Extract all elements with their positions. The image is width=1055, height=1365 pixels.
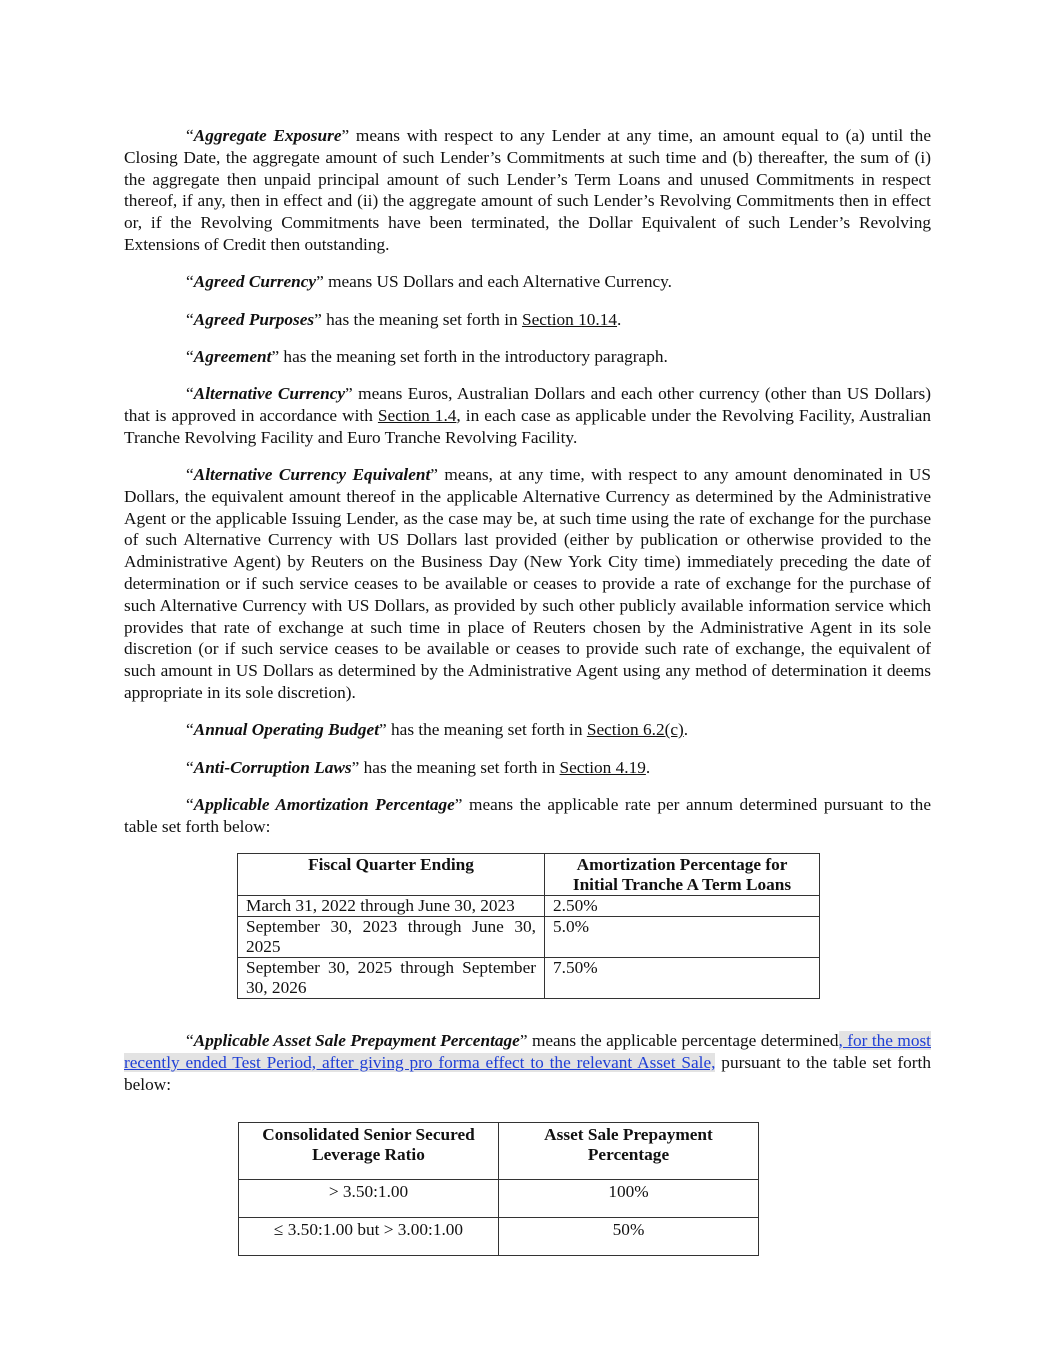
section-reference-link[interactable]: Section 6.2(c) — [586, 720, 684, 740]
section-reference-link[interactable]: Section 1.4 — [377, 405, 457, 425]
text-run: pursuant to the table set forth below: — [124, 1052, 931, 1094]
table-cell: 50% — [499, 1218, 759, 1256]
definition-paragraph — [124, 346, 931, 368]
definition-text — [279, 347, 668, 366]
text-run: means Euros, Australian Dollars and each other currency (other than US Dollars) that is approved in accordance with — [124, 384, 931, 425]
quote-close: ” — [341, 126, 350, 145]
definition-paragraph — [124, 464, 931, 704]
table-row — [239, 1218, 759, 1256]
defined-term: Applicable Amortization Percentage — [193, 794, 455, 814]
table-cell: 5.0% — [545, 917, 820, 958]
definition-paragraph — [124, 309, 931, 331]
definition-text — [387, 720, 688, 739]
quote-close: ” — [271, 346, 280, 366]
quote-open: “ — [186, 757, 194, 777]
table-cell: 7.50% — [545, 958, 820, 999]
quote-close: ” — [379, 720, 387, 740]
quote-open: “ — [186, 720, 194, 740]
defined-term: Anti-Corruption Laws — [193, 757, 352, 777]
table-cell: 100% — [499, 1180, 759, 1218]
text-run: means, at any time, with respect to any amount denominated in US Dollars, the equivalent amount thereof in the applicable Alternative Currency as determined by the Administrative Agent or the applicable Issuing Lender, as the case may be, at such time using the rate of exchange for the purchase of such Alternative Currency with US Dollars last provided (either by publication or otherwise provided to the Administrative Agent) by Reuters on the Business Day (New York City time) immediately preceding the date of determination or if such service ceases to be available or ceases to provide a rate of exchange for the purchase of such Alternative Currency with US Dollars, as provided by such other publicly available information service which provides that rate of exchange at such time in place of Reuters chosen by the Administrative Agent in its sole discretion (or if such service ceases to be available or ceases to provide such rate of exchange, the equivalent of such amount in US Dollars as determined by the Administrative Agent using any method of determination it deems appropriate in its sole discretion). — [124, 465, 931, 703]
inserted-text: , for the most recently ended Test Period, after giving pro forma effect to the relevant Asset Sale, — [124, 1031, 931, 1072]
definition-paragraph — [124, 125, 931, 256]
table-row — [238, 917, 820, 958]
definition-paragraph-asset-sale — [124, 1030, 931, 1095]
table-cell: 2.50% — [545, 896, 820, 917]
column-header: Amortization Percentage for Initial Tranche A Term Loans — [545, 854, 820, 896]
text-run: . — [617, 309, 622, 329]
text-run: means US Dollars and each Alternative Currency. — [323, 272, 672, 292]
text-run: has the meaning set forth in — [359, 757, 560, 777]
table-row — [239, 1180, 759, 1218]
quote-close: ” — [454, 794, 463, 814]
text-run: means with respect to any Lender at any time, an amount equal to (a) until the Closing Date, the aggregate amount of such Lender’s Commitments at such time and (b) thereafter, the sum of (i) the aggregate then unpaid principal amount of such Lender’s Term Loans and unused Commitments in respect thereof, if any, then in effect and (ii) the aggregate amount of such Lender’s Revolving Commitments then in effect or, if the Revolving Commitments have been terminated, the Dollar Equivalent of such Lender’s Revolving Extensions of Credit then outstanding. — [124, 126, 931, 254]
asset-sale-table-header — [239, 1123, 759, 1180]
column-header: Fiscal Quarter Ending — [238, 854, 545, 896]
defined-term: Agreement — [193, 346, 272, 366]
quote-open: “ — [186, 309, 194, 329]
defined-term: Applicable Asset Sale Prepayment Percentage — [193, 1031, 520, 1051]
definition-paragraph — [124, 757, 931, 779]
defined-term: Alternative Currency — [193, 384, 346, 404]
quote-close: ” — [345, 384, 353, 404]
defined-term: Aggregate Exposure — [193, 126, 342, 145]
text-run: means the applicable rate per annum determined pursuant to the table set forth below: — [124, 794, 931, 836]
amortization-table — [237, 853, 820, 999]
section-reference-link[interactable]: Section 10.14 — [521, 309, 618, 329]
definition-paragraph — [124, 719, 931, 741]
amortization-table-header — [238, 854, 820, 896]
definition-paragraph — [124, 383, 931, 448]
quote-close: ” — [519, 1031, 528, 1051]
quote-close: ” — [430, 465, 438, 485]
table-cell: March 31, 2022 through June 30, 2023 — [238, 896, 545, 917]
text-run: . — [683, 720, 689, 740]
defined-term: Annual Operating Budget — [193, 720, 380, 740]
table-cell: September 30, 2023 through June 30, 2025 — [238, 917, 545, 958]
quote-open: “ — [186, 384, 194, 404]
text-run: has the meaning set forth in the introductory paragraph. — [279, 346, 668, 366]
quote-close: ” — [314, 309, 322, 329]
quote-open: “ — [186, 126, 194, 145]
column-header: Consolidated Senior Secured Leverage Ratio — [239, 1123, 499, 1180]
text-run: . — [645, 757, 651, 777]
text-run: has the meaning set forth in — [386, 720, 587, 740]
quote-open: “ — [186, 272, 194, 292]
quote-close: ” — [316, 272, 324, 292]
column-header: Asset Sale Prepayment Percentage — [499, 1123, 759, 1180]
quote-open: “ — [186, 465, 194, 485]
quote-open: “ — [186, 346, 194, 366]
asset-sale-prepayment-table — [238, 1122, 759, 1256]
table-row — [238, 896, 820, 917]
definition-paragraph — [124, 271, 931, 293]
definition-text — [124, 465, 931, 702]
quote-close: ” — [351, 757, 360, 777]
table-cell: ≤ 3.50:1.00 but > 3.00:1.00 — [239, 1218, 499, 1256]
quote-open: “ — [186, 1031, 194, 1051]
text-run: , in each case as applicable under the Revolving Facility, Australian Tranche Revolving Facility and Euro Tranche Revolving Facility. — [124, 405, 931, 447]
text-run: means the applicable percentage determined — [527, 1031, 839, 1051]
definition-text — [124, 126, 931, 254]
document-page — [124, 125, 931, 1256]
text-run: has the meaning set forth in — [321, 309, 522, 329]
definitions-list — [124, 125, 931, 838]
table-cell: > 3.50:1.00 — [239, 1180, 499, 1218]
section-reference-link[interactable]: Section 4.19 — [559, 757, 646, 777]
definition-text — [324, 272, 672, 291]
table-row — [238, 958, 820, 999]
definition-paragraph — [124, 794, 931, 838]
definition-text — [322, 310, 622, 329]
quote-open: “ — [186, 794, 194, 814]
defined-term: Alternative Currency Equivalent — [193, 465, 431, 485]
defined-term: Agreed Currency — [193, 272, 317, 292]
table-cell: September 30, 2025 through September 30, 2026 — [238, 958, 545, 999]
defined-term: Agreed Purposes — [193, 309, 315, 329]
definition-text — [359, 758, 650, 777]
